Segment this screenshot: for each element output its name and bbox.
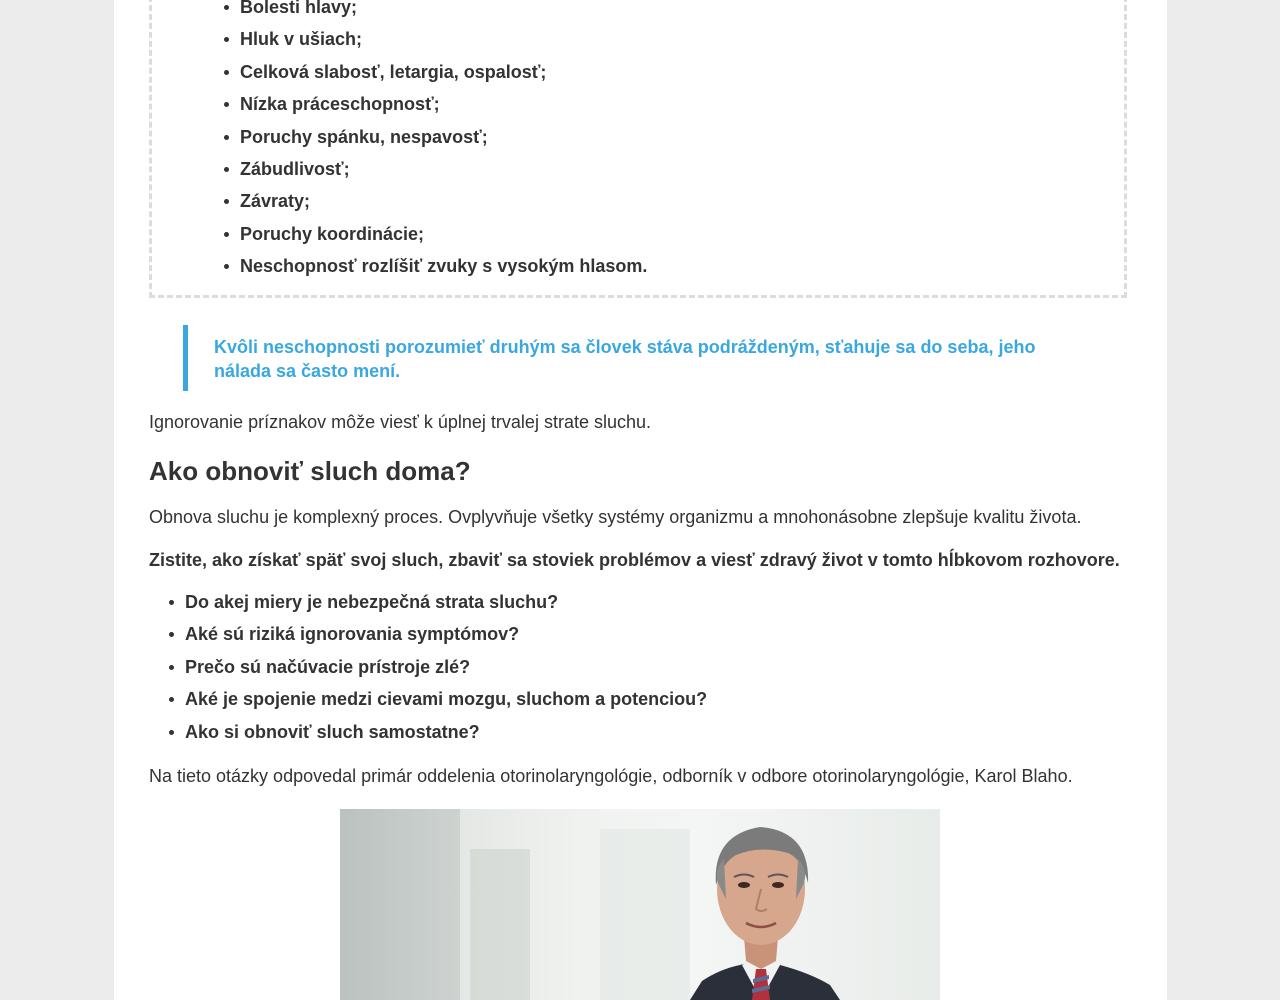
question-item: Aké je spojenie medzi cievami mozgu, sluchom a potenciou? [185, 688, 707, 720]
symptom-item: Poruchy koordinácie; [240, 223, 647, 255]
symptom-item: Bolesti hlavy; [240, 0, 647, 28]
paragraph-interview-intro: Zistite, ako získať späť svoj sluch, zbaviť sa stoviek problémov a viesť zdravý život v tomto hĺbkovom rozhovore. [149, 550, 1120, 570]
blockquote: Kvôli neschopnosti porozumieť druhým sa človek stáva podráždeným, sťahuje sa do seba, jeho nálada sa často mení. [183, 325, 1053, 391]
symptom-item: Nízka práceschopnosť; [240, 93, 647, 125]
question-item: Prečo sú načúvacie prístroje zlé? [185, 656, 707, 688]
paragraph-restore: Obnova sluchu je komplexný proces. Ovplyvňuje všetky systémy organizmu a mnohonásobne zlepšuje kvalitu života. [149, 507, 1082, 527]
article-page [114, 0, 1167, 1000]
doctor-photo [340, 809, 940, 1000]
symptom-item: Zábudlivosť; [240, 158, 647, 190]
symptom-item: Závraty; [240, 190, 647, 222]
symptom-item: Celková slabosť, letargia, ospalosť; [240, 61, 647, 93]
symptom-item: Neschopnosť rozlíšiť zvuky s vysokým hlasom. [240, 255, 647, 287]
question-list [185, 591, 707, 753]
section-heading: Ako obnoviť sluch doma? [149, 456, 471, 486]
question-item: Aké sú riziká ignorovania symptómov? [185, 623, 707, 655]
symptom-list [240, 0, 647, 288]
question-item: Ako si obnoviť sluch samostatne? [185, 721, 707, 753]
symptom-item: Poruchy spánku, nespavosť; [240, 126, 647, 158]
question-item: Do akej miery je nebezpečná strata sluchu? [185, 591, 707, 623]
paragraph-answer: Na tieto otázky odpovedal primár oddelenia otorinolaryngológie, odborník v odbore otorinolaryngológie, Karol Blaho. [149, 766, 1073, 786]
symptom-item: Hluk v ušiach; [240, 28, 647, 60]
paragraph-ignore: Ignorovanie príznakov môže viesť k úplnej trvalej strate sluchu. [149, 412, 651, 432]
symptom-box [149, 0, 1127, 298]
doctor-portrait-icon [340, 809, 940, 1000]
